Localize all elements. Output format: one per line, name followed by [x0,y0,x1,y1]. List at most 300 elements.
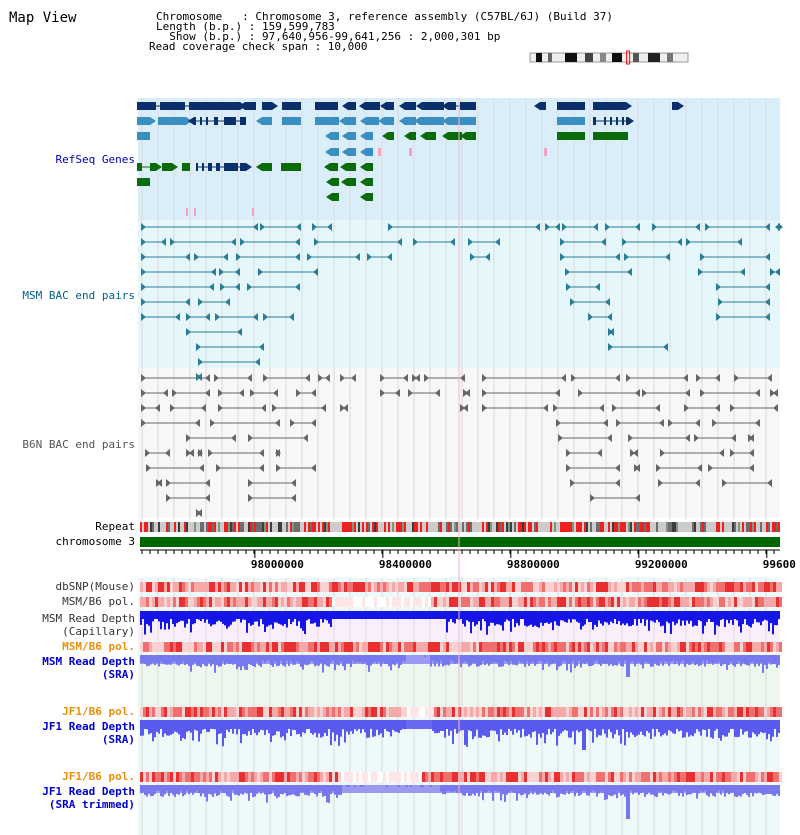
read-depth-bar [248,720,250,731]
polymorphism-cell [272,707,275,717]
polymorphism-cell [449,772,452,782]
polymorphism-cell [662,772,665,782]
polymorphism-cell [335,597,338,607]
read-depth-bar [162,785,164,797]
polymorphism-cell [641,642,644,652]
read-depth-bar [648,655,650,664]
read-depth-bar [734,785,736,797]
polymorphism-cell [668,642,671,652]
repeat-element [354,522,356,532]
read-depth-bar [736,655,738,664]
read-depth-bar [448,611,450,622]
repeat-element [310,522,312,532]
polymorphism-cell [749,582,752,592]
read-depth-bar [636,611,638,626]
polymorphism-cell [410,772,413,782]
polymorphism-cell [497,707,500,717]
polymorphism-cell [551,707,554,717]
read-depth-bar [700,785,702,791]
polymorphism-cell [518,707,521,717]
polymorphism-cell [542,642,545,652]
polymorphism-cell [311,597,314,607]
polymorphism-cell [461,582,464,592]
read-depth-bar [714,611,716,635]
polymorphism-cell [530,642,533,652]
read-depth-bar [712,611,714,622]
read-depth-bar [286,611,288,627]
read-depth-bar [492,785,494,801]
read-depth-bar [468,611,470,622]
polymorphism-cell [551,582,554,592]
read-depth-bar [384,655,386,664]
read-depth-bar [262,655,264,661]
polymorphism-cell [218,582,221,592]
read-depth-bar [672,785,674,791]
read-depth-bar [674,720,676,734]
read-depth-bar [752,785,754,796]
read-depth-bar [504,611,506,622]
polymorphism-cell [701,582,704,592]
repeat-element [666,522,668,532]
read-depth-bar [284,611,286,624]
read-depth-bar [706,655,708,660]
repeat-element [586,522,588,532]
read-depth-bar [568,720,570,738]
polymorphism-cell [602,772,605,782]
read-depth-bar [318,720,320,733]
polymorphism-cell [566,772,569,782]
polymorphism-cell [434,772,437,782]
read-depth-bar [768,611,770,631]
read-depth-bar [176,720,178,732]
read-depth-bar [164,785,166,794]
polymorphism-cell [455,707,458,717]
polymorphism-cell [713,597,716,607]
read-depth-bar [220,655,222,666]
read-depth-bar [430,655,432,666]
polymorphism-cell [686,642,689,652]
polymorphism-cell [761,582,764,592]
read-depth-bar [162,720,164,737]
polymorphism-cell [413,582,416,592]
read-depth-bar [214,611,216,624]
read-depth-bar [542,611,544,626]
polymorphism-cell [725,597,728,607]
read-depth-bar [742,611,744,624]
polymorphism-cell [623,772,626,782]
read-depth-bar [700,655,702,665]
read-depth-bar [522,611,524,619]
read-depth-bar [754,785,756,793]
repeat-element [738,522,740,532]
read-depth-bar [664,720,666,733]
read-depth-bar [624,611,626,625]
polymorphism-cell [584,642,587,652]
read-depth-bar [646,611,648,620]
read-depth-bar [758,655,760,666]
polymorphism-cell [338,582,341,592]
read-depth-bar [556,785,558,797]
repeat-element [218,522,220,532]
read-depth-bar [528,655,530,666]
polymorphism-cell [308,582,311,592]
polymorphism-cell [182,597,185,607]
read-depth-bar [226,785,228,796]
read-depth-bar [184,785,186,795]
polymorphism-cell [287,582,290,592]
read-depth-bar [240,720,242,743]
polymorphism-cell [206,642,209,652]
polymorphism-cell [278,642,281,652]
read-depth-bar [208,720,210,732]
read-depth-bar [656,611,658,620]
read-depth-bar [594,611,596,625]
read-depth-bar [448,655,450,665]
read-depth-bar [376,720,378,730]
read-depth-bar [666,785,668,794]
read-depth-bar [524,720,526,736]
read-depth-bar [410,785,412,787]
read-depth-bar [402,720,404,728]
polymorphism-cell [431,597,434,607]
read-depth-bar [702,655,704,661]
read-depth-bar [482,720,484,736]
read-depth-bar [584,785,586,791]
polymorphism-cell [146,642,149,652]
read-depth-bar [144,611,146,635]
polymorphism-cell [425,772,428,782]
polymorphism-cell [614,582,617,592]
polymorphism-cell [674,582,677,592]
polymorphism-cell [728,582,731,592]
read-depth-bar [462,655,464,663]
read-depth-bar [280,655,282,661]
read-depth-bar [280,720,282,737]
repeat-element [752,522,754,532]
read-depth-bar [478,785,480,796]
read-depth-bar [506,720,508,735]
gene-exon [616,117,618,125]
read-depth-bar [310,655,312,661]
polymorphism-cell [563,582,566,592]
polymorphism-cell [674,707,677,717]
read-depth-bar [670,785,672,794]
read-depth-bar [288,720,290,728]
read-depth-bar [730,655,732,662]
polymorphism-cell [482,597,485,607]
polymorphism-cell [659,642,662,652]
read-depth-bar [732,611,734,625]
polymorphism-cell [467,772,470,782]
read-depth-bar [756,655,758,663]
read-depth-bar [610,720,612,732]
polymorphism-cell [158,582,161,592]
repeat-element [312,522,314,532]
polymorphism-cell [308,597,311,607]
read-depth-bar [398,655,400,668]
read-depth-bar [534,720,536,731]
polymorphism-cell [161,707,164,717]
polymorphism-cell [152,597,155,607]
polymorphism-cell [563,642,566,652]
polymorphism-cell [215,582,218,592]
polymorphism-cell [515,582,518,592]
polymorphism-cell [605,772,608,782]
polymorphism-cell [452,772,455,782]
gene-exon [137,163,142,171]
polymorphism-cell [494,597,497,607]
read-depth-bar [528,785,530,795]
read-depth-bar [716,655,718,663]
read-depth-bar [728,655,730,665]
read-depth-bar [292,720,294,730]
ideogram-band [633,53,639,62]
polymorphism-cell [341,772,344,782]
polymorphism-cell [680,707,683,717]
read-depth-bar [710,611,712,622]
polymorphism-cell [635,707,638,717]
polymorphism-cell [164,642,167,652]
read-depth-bar [624,785,626,797]
read-depth-bar [454,720,456,729]
read-depth-bar [720,611,722,620]
read-depth-bar [720,655,722,666]
read-depth-bar [268,655,270,661]
repeat-element [468,522,470,532]
read-depth-bar [330,720,332,745]
read-depth-bar [498,655,500,667]
read-depth-bar [362,785,364,787]
read-depth-bar [278,785,280,797]
read-depth-bar [170,720,172,735]
polymorphism-cell [389,597,392,607]
read-depth-bar [526,655,528,661]
polymorphism-cell [617,597,620,607]
polymorphism-cell [176,707,179,717]
polymorphism-cell [215,772,218,782]
read-depth-bar [718,611,720,626]
read-depth-bar [164,720,166,733]
polymorphism-cell [329,707,332,717]
polymorphism-cell [242,772,245,782]
polymorphism-cell [485,582,488,592]
read-depth-bar [510,720,512,731]
repeat-element [598,522,600,532]
polymorphism-cell [503,707,506,717]
polymorphism-cell [203,642,206,652]
read-depth-bar [604,720,606,734]
polymorphism-cell [395,597,398,607]
repeat-element [640,522,642,532]
read-depth-bar [572,611,574,619]
read-depth-bar [746,611,748,625]
polymorphism-cell [284,707,287,717]
polymorphism-cell [575,582,578,592]
polymorphism-cell [410,707,413,717]
read-depth-bar [686,720,688,732]
read-depth-bar [246,611,248,633]
polymorphism-cell [359,642,362,652]
read-depth-bar [510,611,512,632]
read-depth-bar [714,785,716,797]
read-depth-bar [372,611,374,613]
gene-exon [315,117,339,125]
polymorphism-cell [353,597,356,607]
polymorphism-cell [263,642,266,652]
msm-b6-pol-sra-label: MSM/B6 pol. [62,640,135,653]
read-depth-bar [338,785,340,795]
polymorphism-cell [338,597,341,607]
polymorphism-cell [230,772,233,782]
read-depth-bar [260,611,262,618]
polymorphism-cell [605,642,608,652]
polymorphism-cell [179,582,182,592]
polymorphism-cell [530,597,533,607]
repeat-element [296,522,298,532]
polymorphism-cell [518,642,521,652]
polymorphism-cell [161,772,164,782]
polymorphism-cell [680,772,683,782]
gene-exon [622,117,624,125]
polymorphism-cell [233,707,236,717]
polymorphism-cell [584,772,587,782]
polymorphism-cell [716,707,719,717]
polymorphism-cell [656,597,659,607]
read-depth-bar [154,655,156,665]
read-depth-bar [570,785,572,791]
msm-bac-label: MSM BAC end pairs [22,289,135,302]
polymorphism-cell [479,772,482,782]
read-depth-bar [496,785,498,792]
read-depth-bar [774,785,776,796]
polymorphism-cell [509,597,512,607]
polymorphism-cell [401,707,404,717]
polymorphism-cell [386,707,389,717]
read-depth-bar [690,720,692,735]
polymorphism-cell [719,772,722,782]
read-depth-bar [248,785,250,801]
read-depth-bar [502,611,504,631]
read-depth-bar [240,611,242,623]
polymorphism-cell [395,642,398,652]
polymorphism-cell [515,597,518,607]
repeat-element [496,522,498,532]
read-depth-bar [606,785,608,799]
polymorphism-cell [305,597,308,607]
read-depth-bar [232,720,234,734]
repeat-element [616,522,618,532]
polymorphism-cell [422,597,425,607]
read-depth-bar [200,785,202,796]
gene-exon [137,117,150,125]
polymorphism-cell [737,772,740,782]
read-depth-bar [200,611,202,621]
read-depth-bar [310,611,312,624]
read-depth-bar [510,655,512,661]
repeat-element [348,522,350,532]
read-depth-bar [298,655,300,663]
ideogram-band [565,53,577,62]
repeat-element [566,522,568,532]
read-depth-bar [476,611,478,624]
polymorphism-cell [761,707,764,717]
polymorphism-cell [581,642,584,652]
read-depth-bar [520,611,522,619]
read-depth-bar [230,655,232,664]
read-depth-bar [612,785,614,796]
read-depth-bar [368,720,370,738]
read-depth-bar [538,611,540,628]
read-depth-bar [390,655,392,670]
read-depth-bar [664,785,666,793]
read-depth-bar [236,720,238,734]
read-depth-bar [186,720,188,732]
read-depth-bar [142,785,144,793]
polymorphism-cell [743,642,746,652]
polymorphism-cell [719,597,722,607]
polymorphism-cell [578,707,581,717]
repeat-element [746,522,748,532]
repeat-element [254,522,256,532]
read-depth-bar [298,720,300,734]
gene-exon [281,163,301,171]
polymorphism-cell [197,642,200,652]
read-depth-bar [596,655,598,661]
polymorphism-cell [710,597,713,607]
polymorphism-cell [170,582,173,592]
gene-pseudogene [194,208,196,216]
repeat-element [590,522,592,532]
read-depth-bar [470,720,472,731]
read-depth-bar [204,720,206,729]
read-depth-bar [460,655,462,667]
read-depth-bar [748,720,750,737]
repeat-element [498,522,500,532]
polymorphism-cell [353,772,356,782]
polymorphism-cell [749,707,752,717]
read-depth-bar [242,611,244,620]
polymorphism-cell [362,642,365,652]
read-depth-bar [530,655,532,663]
read-depth-bar [206,785,208,801]
read-depth-bar [232,611,234,622]
read-depth-bar [460,720,462,731]
read-depth-bar [260,785,262,794]
read-depth-bar [670,611,672,634]
read-depth-bar [332,720,334,732]
polymorphism-cell [245,582,248,592]
read-depth-bar [490,611,492,623]
polymorphism-cell [692,582,695,592]
read-depth-bar [648,611,650,631]
read-depth-bar [358,655,360,662]
read-depth-bar [498,720,500,741]
repeat-element [596,522,598,532]
gene-exon [208,163,212,171]
read-depth-bar [734,720,736,737]
polymorphism-cell [389,642,392,652]
repeat-element [562,522,564,532]
polymorphism-cell [704,707,707,717]
repeat-element [576,522,578,532]
polymorphism-cell [761,772,764,782]
polymorphism-cell [167,642,170,652]
polymorphism-cell [581,707,584,717]
read-depth-bar [244,720,246,734]
read-depth-bar [722,655,724,665]
polymorphism-cell [185,582,188,592]
read-depth-bar [746,720,748,731]
